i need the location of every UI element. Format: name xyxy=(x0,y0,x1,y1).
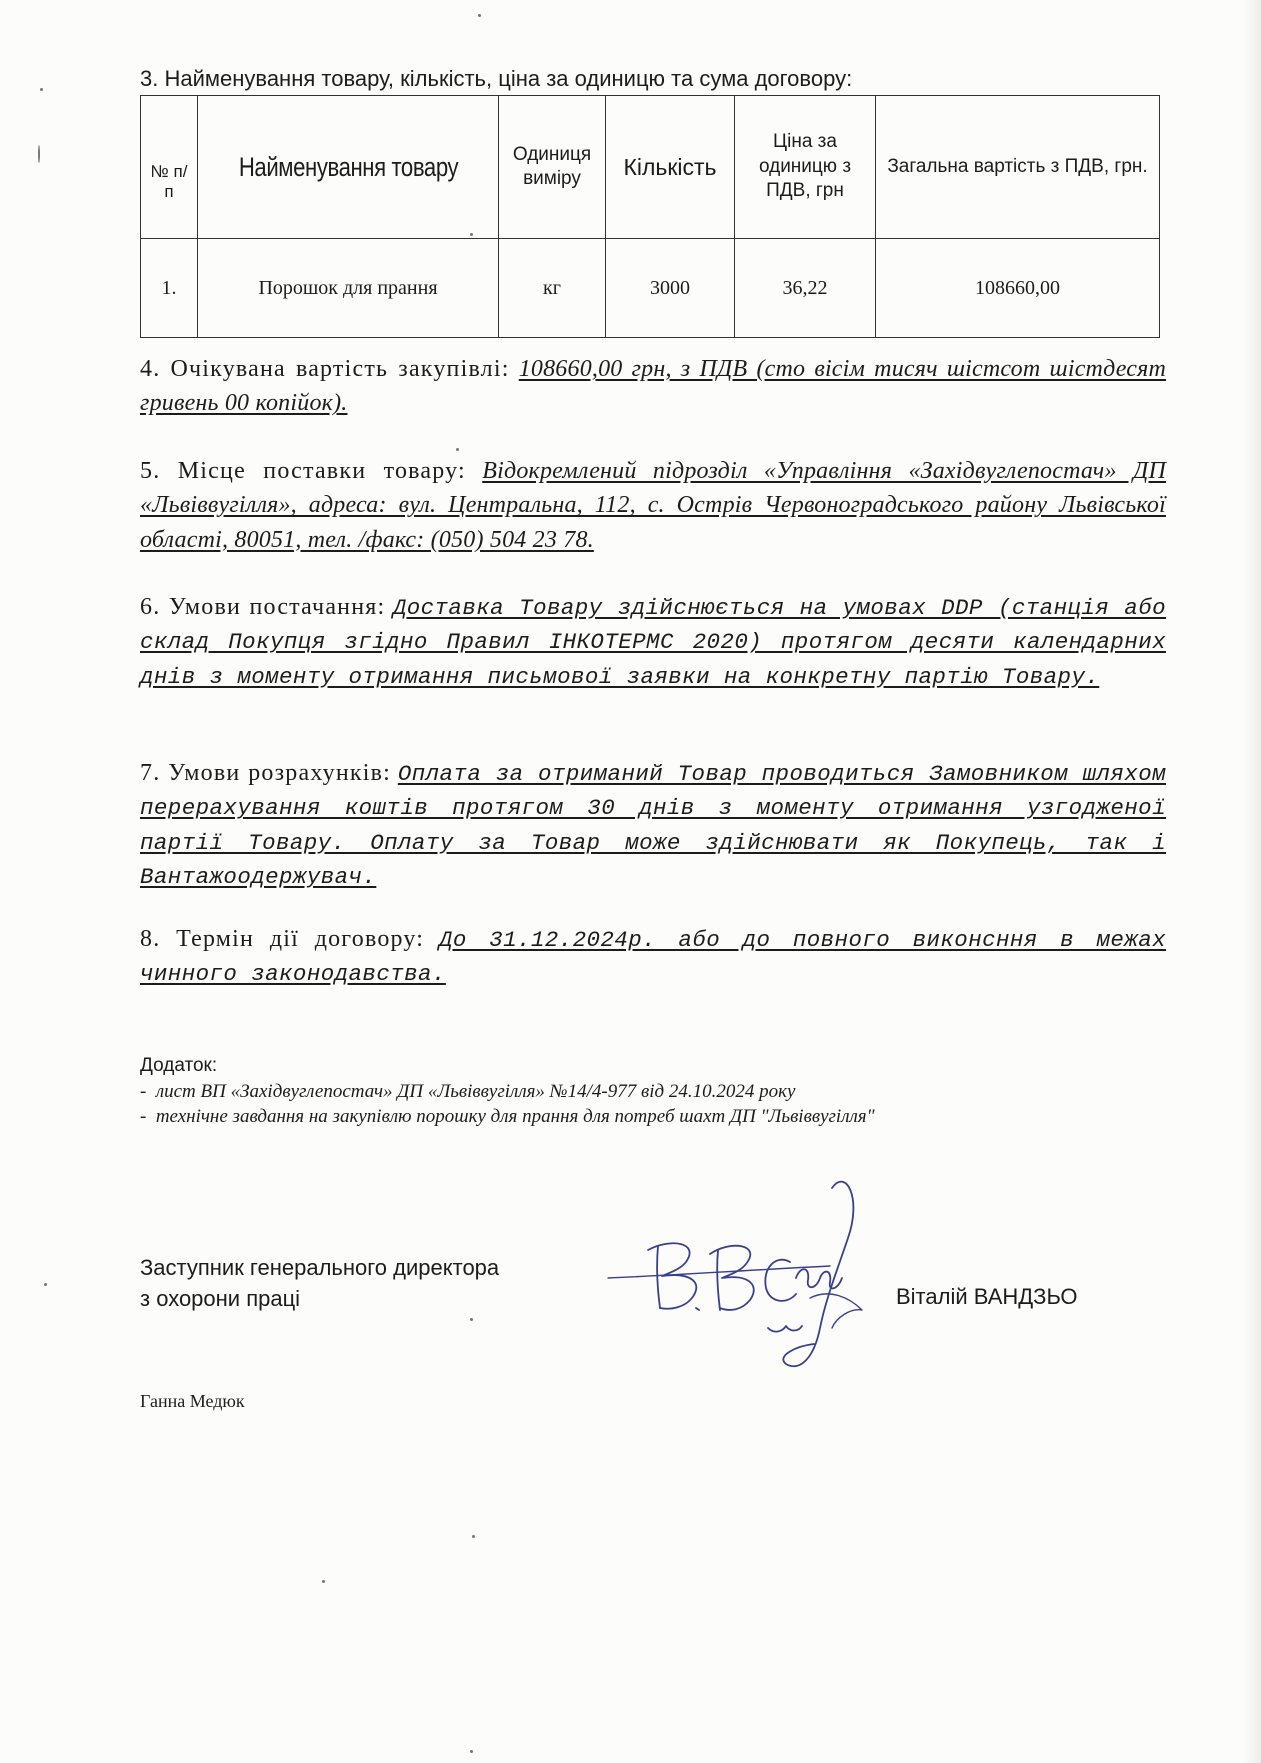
signatory-title-line-2: з охорони праці xyxy=(140,1286,301,1312)
section-6 xyxy=(140,590,1166,693)
section-5-value: Відокремлений підрозділ «Управління «Західвуглепостач» ДП «Львіввугілля», адреса: вул. Центральна, 112, с. Острів Червоноградського району Львівської області, 80051, тел. /факс: (050) 504 23 78. xyxy=(140,458,1167,553)
list-item: - технічне завдання на закупівлю порошку для прання для потреб шахт ДП "Львіввугілля" xyxy=(140,1106,875,1128)
annex xyxy=(140,1053,875,1130)
signatory-title xyxy=(140,1252,499,1315)
section-6-label: 6. Умови постачання: xyxy=(140,594,386,620)
section-3-title: 3. Найменування товару, кількість, ціна за одиницю та сума договору: xyxy=(140,66,853,91)
cell-unit-price: 36,22 xyxy=(735,239,876,338)
section-7 xyxy=(140,756,1166,893)
scan-speck xyxy=(456,448,459,451)
table-row xyxy=(141,239,1160,338)
header-number: № п/п xyxy=(141,96,198,239)
scan-speck xyxy=(470,1750,473,1753)
scan-speck xyxy=(322,1580,325,1583)
scan-speck xyxy=(40,88,43,91)
handwritten-signature xyxy=(600,1158,880,1388)
list-item: - лист ВП «Західвуглепостач» ДП «Львіввугілля» №14/4-977 від 24.10.2024 року xyxy=(140,1080,796,1102)
section-5-label: 5. Місце поставки товару: xyxy=(140,458,466,484)
section-7-value: Оплата за отриманий Товар проводиться Замовником шляхом перерахування коштів протягом 30 днів з моменту отримання узгодженої партії Товару. Оплату за Товар може здійснювати як Покупець, так і Вантажоодержувач. xyxy=(140,761,1167,890)
annex-item-2: технічне завдання на закупівлю порошку для прання для потреб шахт ДП "Львіввугілля" xyxy=(155,1106,875,1128)
section-7-label: 7. Умови розрахунків: xyxy=(140,760,392,786)
cell-number: 1. xyxy=(141,239,198,338)
executor-name: Ганна Медюк xyxy=(140,1391,245,1411)
section-8-label: 8. Термін дії договору: xyxy=(140,926,425,952)
cell-product-name: Порошок для прання xyxy=(198,239,499,338)
scan-speck xyxy=(478,14,481,17)
header-unit: Одиниця виміру xyxy=(499,96,606,239)
scan-speck xyxy=(44,1283,47,1286)
section-8 xyxy=(140,922,1166,991)
annex-title: Додаток: xyxy=(140,1055,218,1076)
scan-speck xyxy=(470,1318,473,1321)
section-8-value: До 31.12.2024р. або до повного виконсння в межах чинного законодавства. xyxy=(140,927,1167,988)
header-product-name: Найменування товару xyxy=(225,96,472,239)
section-4-label: 4. Очікувана вартість закупівлі: xyxy=(140,356,510,382)
scan-speck xyxy=(38,145,40,163)
scan-speck xyxy=(470,233,473,236)
section-6-value: Доставка Товару здійснюється на умовах DDP (станція або склад Покупця згідно Правил ІНКОТЕРМС 2020) протягом десяти календарних днів з моменту отримання письмової заявки на конкретну партію Товару. xyxy=(140,595,1167,690)
section-4-value: 108660,00 грн, з ПДВ (сто вісім тисяч шістсот шістдесят гривень 00 копійок). xyxy=(140,356,1167,417)
header-total: Загальна вартість з ПДВ, грн. xyxy=(876,96,1160,239)
cell-total: 108660,00 xyxy=(876,239,1160,338)
section-5 xyxy=(140,454,1166,557)
goods-table xyxy=(140,95,1160,338)
cell-quantity: 3000 xyxy=(606,239,735,338)
cell-unit: кг xyxy=(499,239,606,338)
section-4 xyxy=(140,352,1166,421)
scan-speck xyxy=(472,1535,475,1538)
annex-item-1: лист ВП «Західвуглепостач» ДП «Львіввугілля» №14/4-977 від 24.10.2024 року xyxy=(155,1080,796,1102)
signatory-name: Віталій ВАНДЗЬО xyxy=(896,1284,1078,1309)
scan-edge-shadow xyxy=(1243,0,1261,1763)
header-quantity: Кількість xyxy=(606,96,735,239)
goods-table-header xyxy=(141,96,1160,239)
signatory-title-line-1: Заступник генерального директора xyxy=(140,1255,500,1280)
header-unit-price: Ціна за одиницю з ПДВ, грн xyxy=(735,96,876,239)
